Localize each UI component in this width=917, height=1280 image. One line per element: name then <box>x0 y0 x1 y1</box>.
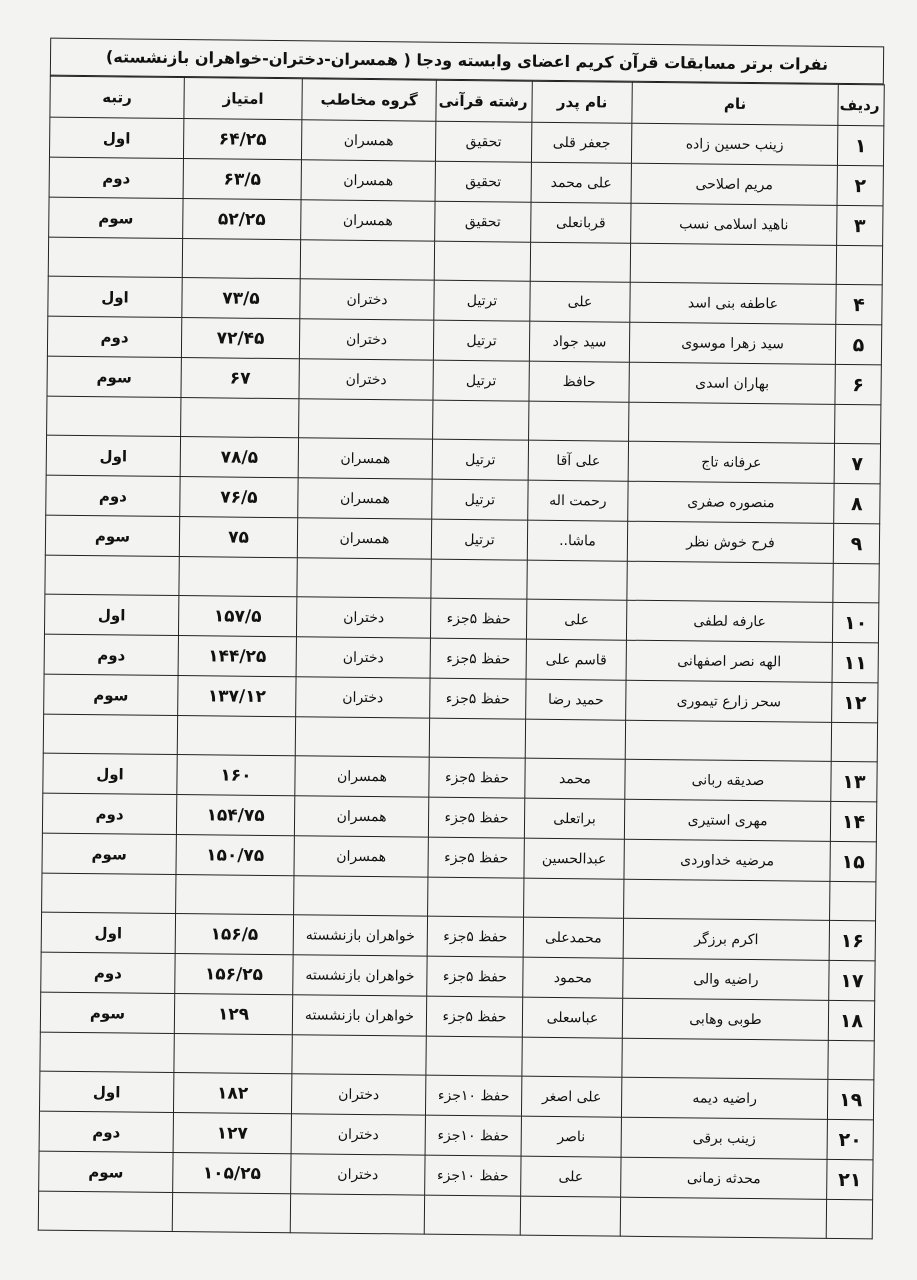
row-group: دختران <box>299 319 433 360</box>
row-father: حمید رضا <box>526 679 626 720</box>
row-name: الهه نصر اصفهانی <box>626 640 832 682</box>
empty-cell <box>622 1038 828 1079</box>
row-group: دختران <box>291 1074 425 1115</box>
empty-cell <box>172 1193 290 1233</box>
empty-cell <box>426 1036 522 1076</box>
row-field: حفظ ۵جزء <box>426 996 522 1037</box>
row-idx: ۱ <box>837 125 883 165</box>
empty-cell <box>176 875 294 915</box>
empty-cell <box>47 396 181 436</box>
empty-cell <box>179 557 297 597</box>
row-group: دختران <box>291 1114 425 1155</box>
header-field: رشته قرآنی <box>436 80 532 122</box>
row-idx: ۱۵ <box>830 841 876 881</box>
row-father: ناصر <box>521 1116 621 1157</box>
row-group: همسران <box>298 478 432 519</box>
empty-cell <box>434 241 530 281</box>
row-idx: ۶ <box>835 364 881 404</box>
row-group: همسران <box>301 120 435 161</box>
row-group: همسران <box>301 160 435 201</box>
row-rank: سوم <box>44 674 178 715</box>
row-group: دختران <box>296 637 430 678</box>
row-name: سید زهرا موسوی <box>629 322 835 364</box>
row-name: زینب برقی <box>621 1117 827 1159</box>
empty-cell <box>828 1040 874 1079</box>
row-rank: سوم <box>40 992 174 1033</box>
row-name: مریم اصلاحی <box>631 163 837 205</box>
row-name: عاطفه بنی اسد <box>630 282 836 324</box>
row-rank: سوم <box>49 197 183 238</box>
row-father: محمدعلی <box>523 917 623 958</box>
empty-cell <box>429 718 525 758</box>
header-idx: ردیف <box>838 84 884 125</box>
empty-cell <box>43 714 177 754</box>
row-rank: اول <box>39 1071 173 1112</box>
row-score: ۱۵۰/۷۵ <box>176 835 294 876</box>
empty-cell <box>45 555 179 595</box>
row-name: اکرم برزگر <box>623 918 829 960</box>
row-rank: اول <box>48 276 182 317</box>
row-field: حفظ ۵جزء <box>427 956 523 997</box>
row-father: علی <box>521 1156 621 1197</box>
empty-cell <box>620 1197 826 1238</box>
header-rank: رتبه <box>50 76 184 118</box>
row-score: ۷۶/۵ <box>180 477 298 518</box>
row-field: ترتیل <box>433 320 529 361</box>
row-idx: ۱۴ <box>830 801 876 841</box>
empty-cell <box>433 400 529 440</box>
row-score: ۱۰۵/۲۵ <box>173 1153 291 1194</box>
row-group: همسران <box>297 518 431 559</box>
row-score: ۱۲۷ <box>173 1113 291 1154</box>
empty-cell <box>294 876 428 916</box>
empty-cell <box>174 1034 292 1074</box>
row-father: براتعلی <box>524 798 624 839</box>
row-rank: دوم <box>49 157 183 198</box>
row-name: صدیقه ربانی <box>625 759 831 801</box>
empty-cell <box>527 560 627 600</box>
row-idx: ۱۸ <box>828 1000 874 1040</box>
row-rank: اول <box>41 912 175 953</box>
row-field: ترتیل <box>434 280 530 321</box>
row-name: راضیه والی <box>623 958 829 1000</box>
row-idx: ۷ <box>834 443 880 483</box>
row-score: ۱۵۷/۵ <box>178 596 296 637</box>
row-father: علی <box>526 599 626 640</box>
empty-cell <box>624 879 830 920</box>
row-group: همسران <box>294 796 428 837</box>
row-idx: ۱۲ <box>832 682 878 722</box>
row-score: ۵۲/۲۵ <box>183 199 301 240</box>
row-idx: ۲ <box>837 165 883 205</box>
row-idx: ۹ <box>833 523 879 563</box>
row-group: دختران <box>296 677 430 718</box>
header-name: نام <box>632 82 838 125</box>
empty-cell <box>835 404 881 443</box>
row-father: سید جواد <box>529 321 629 362</box>
row-idx: ۱۶ <box>829 920 875 960</box>
row-name: ناهید اسلامی نسب <box>631 203 837 245</box>
empty-cell <box>424 1195 520 1235</box>
row-rank: اول <box>46 435 180 476</box>
row-group: همسران <box>301 200 435 241</box>
empty-cell <box>522 1037 622 1077</box>
row-idx: ۸ <box>834 483 880 523</box>
empty-cell <box>290 1194 424 1234</box>
row-field: ترتیل <box>431 519 527 560</box>
row-idx: ۲۰ <box>827 1119 873 1159</box>
row-rank: سوم <box>47 356 181 397</box>
row-group: دختران <box>291 1154 425 1195</box>
row-rank: سوم <box>39 1151 173 1192</box>
row-score: ۷۲/۴۵ <box>181 318 299 359</box>
row-group: دختران <box>296 597 430 638</box>
row-score: ۱۳۷/۱۲ <box>178 676 296 717</box>
empty-cell <box>177 716 295 756</box>
header-father: نام پدر <box>532 81 632 123</box>
row-name: مرضیه خداوردی <box>624 839 830 881</box>
row-rank: دوم <box>42 793 176 834</box>
row-rank: اول <box>49 117 183 158</box>
row-score: ۱۸۲ <box>173 1073 291 1114</box>
row-field: تحقیق <box>435 121 531 162</box>
row-group: خواهران بازنشسته <box>292 995 426 1036</box>
row-score: ۶۳/۵ <box>183 159 301 200</box>
row-father: قاسم علی <box>526 639 626 680</box>
row-name: بهاران اسدی <box>629 362 835 404</box>
row-field: ترتیل <box>432 439 528 480</box>
row-idx: ۱۹ <box>827 1079 873 1119</box>
empty-cell <box>295 717 429 757</box>
row-field: حفظ ۵جزء <box>429 757 525 798</box>
row-name: فرح خوش نظر <box>627 521 833 563</box>
row-field: حفظ ۱۰جزء <box>425 1115 521 1156</box>
row-father: علی اصغر <box>521 1076 621 1117</box>
empty-cell <box>831 722 877 761</box>
empty-cell <box>836 245 882 284</box>
row-father: محمود <box>523 957 623 998</box>
row-idx: ۱۱ <box>832 642 878 682</box>
row-rank: دوم <box>47 316 181 357</box>
row-rank: دوم <box>41 952 175 993</box>
row-score: ۶۴/۲۵ <box>183 119 301 160</box>
row-field: ترتیل <box>433 360 529 401</box>
row-name: عرفانه تاج <box>628 441 834 483</box>
row-name: راضیه دیمه <box>621 1077 827 1119</box>
results-table <box>38 76 885 1240</box>
empty-cell <box>299 399 433 439</box>
row-score: ۷۸/۵ <box>180 437 298 478</box>
row-name: عارفه لطفی <box>626 600 832 642</box>
empty-cell <box>627 561 833 602</box>
row-group: خواهران بازنشسته <box>293 915 427 956</box>
header-score: امتیاز <box>184 78 302 120</box>
row-name: زینب حسین زاده <box>631 123 837 165</box>
empty-cell <box>524 878 624 918</box>
row-group: همسران <box>294 836 428 877</box>
row-field: ترتیل <box>432 479 528 520</box>
empty-cell <box>182 239 300 279</box>
row-father: رحمت اله <box>528 480 628 521</box>
separator-row <box>38 1191 872 1239</box>
empty-cell <box>525 719 625 759</box>
row-score: ۷۵ <box>179 517 297 558</box>
empty-cell <box>297 558 431 598</box>
row-father: محمد <box>525 758 625 799</box>
row-father: علی محمد <box>531 162 631 203</box>
row-father: عباسعلی <box>522 997 622 1038</box>
row-group: همسران <box>295 756 429 797</box>
row-idx: ۱۳ <box>831 761 877 801</box>
row-score: ۱۴۴/۲۵ <box>178 636 296 677</box>
empty-cell <box>42 873 176 913</box>
empty-cell <box>629 402 835 443</box>
row-idx: ۳ <box>837 205 883 245</box>
row-rank: دوم <box>46 475 180 516</box>
row-field: حفظ ۵جزء <box>428 797 524 838</box>
page-title: نفرات برتر مسابقات قرآن کریم اعضای وابسته ودجا ( همسران-دختران-خواهران بازنشسته) <box>50 38 884 85</box>
row-field: حفظ ۵جزء <box>427 916 523 957</box>
row-name: مهری استیری <box>624 799 830 841</box>
row-field: حفظ ۵جزء <box>428 837 524 878</box>
row-score: ۷۳/۵ <box>182 278 300 319</box>
empty-cell <box>530 242 630 282</box>
row-score: ۱۵۴/۷۵ <box>176 795 294 836</box>
row-group: همسران <box>298 438 432 479</box>
row-rank: اول <box>43 753 177 794</box>
row-group: خواهران بازنشسته <box>293 955 427 996</box>
row-father: علی <box>530 281 630 322</box>
row-field: حفظ ۵جزء <box>430 598 526 639</box>
empty-cell <box>431 559 527 599</box>
row-idx: ۱۷ <box>829 960 875 1000</box>
row-idx: ۴ <box>836 284 882 324</box>
row-father: علی آقا <box>528 440 628 481</box>
row-field: حفظ ۱۰جزء <box>425 1075 521 1116</box>
row-rank: اول <box>44 594 178 635</box>
row-rank: دوم <box>39 1111 173 1152</box>
row-group: دختران <box>300 279 434 320</box>
row-rank: سوم <box>42 833 176 874</box>
row-field: حفظ ۵جزء <box>430 638 526 679</box>
row-score: ۱۲۹ <box>174 994 292 1035</box>
row-father: جعفر قلی <box>531 122 631 163</box>
empty-cell <box>428 877 524 917</box>
empty-cell <box>830 881 876 920</box>
empty-cell <box>48 237 182 277</box>
empty-cell <box>38 1191 172 1231</box>
empty-cell <box>529 401 629 441</box>
row-score: ۱۵۶/۲۵ <box>175 954 293 995</box>
empty-cell <box>300 240 434 280</box>
row-field: تحقیق <box>435 201 531 242</box>
row-idx: ۵ <box>835 324 881 364</box>
row-score: ۱۵۶/۵ <box>175 914 293 955</box>
empty-cell <box>826 1199 872 1238</box>
row-score: ۱۶۰ <box>177 755 295 796</box>
empty-cell <box>630 243 836 284</box>
empty-cell <box>292 1035 426 1075</box>
empty-cell <box>625 720 831 761</box>
row-idx: ۲۱ <box>827 1159 873 1199</box>
results-sheet <box>38 38 886 1233</box>
row-group: دختران <box>299 359 433 400</box>
row-rank: دوم <box>44 634 178 675</box>
row-name: طوبی وهابی <box>622 998 828 1040</box>
empty-cell <box>40 1032 174 1072</box>
row-father: قربانعلی <box>531 202 631 243</box>
row-field: تحقیق <box>435 161 531 202</box>
empty-cell <box>181 398 299 438</box>
row-field: حفظ ۵جزء <box>430 678 526 719</box>
row-name: محدثه زمانی <box>621 1157 827 1199</box>
empty-cell <box>520 1196 620 1236</box>
row-father: عبدالحسین <box>524 838 624 879</box>
row-name: سحر زارع تیموری <box>626 680 832 722</box>
row-rank: سوم <box>45 515 179 556</box>
row-field: حفظ ۱۰جزء <box>425 1155 521 1196</box>
row-father: ماشا.. <box>527 520 627 561</box>
row-father: حافظ <box>529 361 629 402</box>
row-name: منصوره صفری <box>628 481 834 523</box>
row-score: ۶۷ <box>181 358 299 399</box>
header-group: گروه مخاطب <box>302 79 436 121</box>
row-idx: ۱۰ <box>832 602 878 642</box>
empty-cell <box>833 563 879 602</box>
